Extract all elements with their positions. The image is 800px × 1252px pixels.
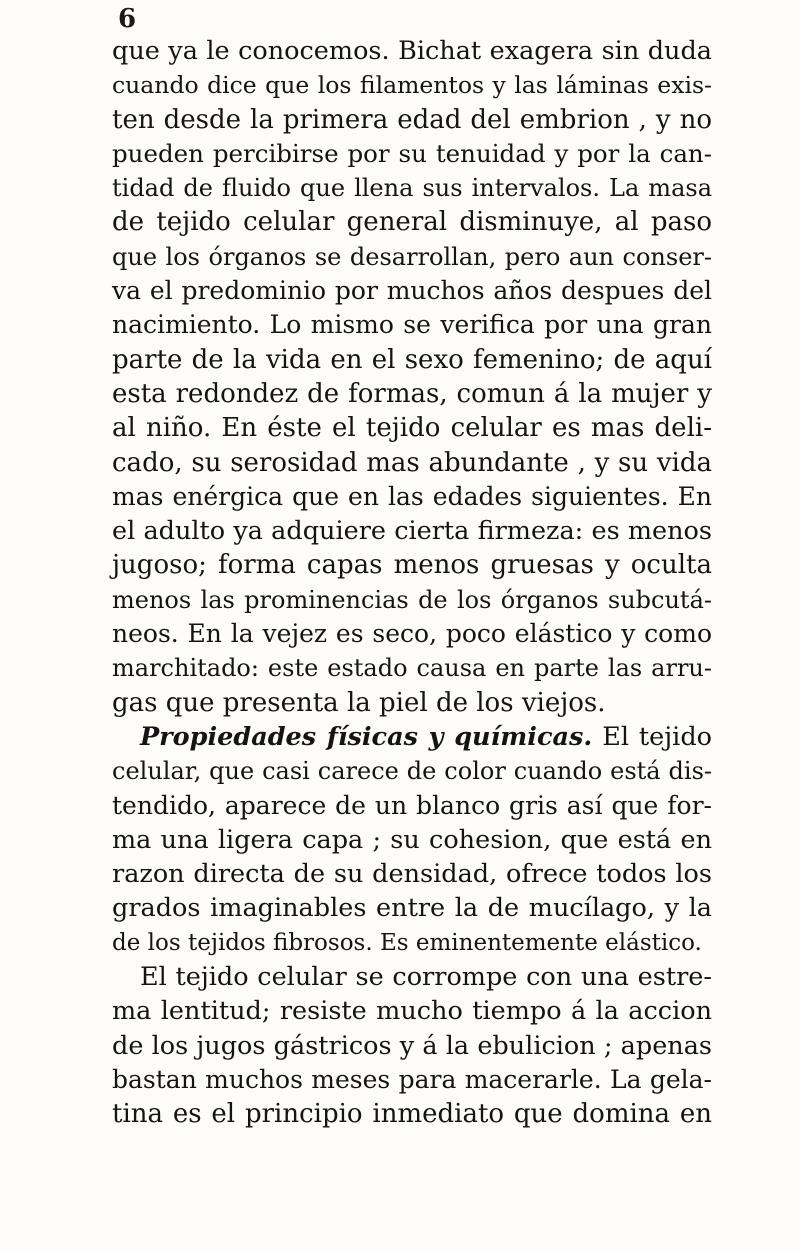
heading-continuation: El tejido xyxy=(592,721,713,752)
text-line: pueden percibirse por su tenuidad y por la can- xyxy=(112,138,712,168)
text-line: que ya le conocemos. Bichat exagera sin duda xyxy=(112,36,712,66)
text-line: ten desde la primera edad del embrion , y no xyxy=(112,104,712,135)
text-line: ma una ligera capa ; su cohesion, que está en xyxy=(112,824,712,855)
text-line: bastan muchos meses para macerarle. La gela- xyxy=(112,1064,712,1094)
text-line: gas que presenta la piel de los viejos. xyxy=(112,687,606,718)
text-line: parte de la vida en el sexo femenino; de aquí xyxy=(112,344,712,375)
text-line: cado, su serosidad mas abundante , y su vida xyxy=(112,447,712,478)
text-line: de los jugos gástricos y á la ebulicion ; apenas xyxy=(112,1030,712,1061)
text-line: mas enérgica que en las edades siguientes. En xyxy=(112,481,712,511)
text-line: esta redondez de formas, comun á la mujer y xyxy=(112,378,712,409)
text-line: de los tejidos fibrosos. Es eminentemente elástico. xyxy=(112,929,702,956)
text-line: cuando dice que los filamentos y las láminas exis- xyxy=(112,71,712,100)
text-line: grados imaginables entre la de mucílago, y la xyxy=(112,893,712,924)
text-line: tina es el principio inmediato que domina en xyxy=(112,1099,712,1130)
section-heading: Propiedades físicas y químicas. xyxy=(140,721,593,752)
text-line: marchitado: este estado causa en parte las arru- xyxy=(112,654,712,683)
body-text xyxy=(112,34,712,1132)
text-line: celular, que casi carece de color cuando está dis- xyxy=(112,757,712,786)
section-heading-line xyxy=(112,720,712,754)
text-line: nacimiento. Lo mismo se verifica por una gran xyxy=(112,310,712,340)
text-line: el adulto ya adquiere cierta firmeza: es menos xyxy=(112,516,712,547)
page-number: 6 xyxy=(118,4,137,34)
text-line: ma lentitud; resiste mucho tiempo á la accion xyxy=(112,996,712,1027)
text-line: tendido, aparece de un blanco gris así que for- xyxy=(112,790,712,820)
text-line: neos. En la vejez es seco, poco elástico y como xyxy=(112,619,712,649)
text-line: va el predominio por muchos años despues del xyxy=(112,276,712,306)
text-line: tidad de fluido que llena sus intervalos. La masa xyxy=(112,174,712,203)
text-line: que los órganos se desarrollan, pero aun conser- xyxy=(112,242,712,271)
text-line: jugoso; forma capas menos gruesas y oculta xyxy=(112,550,712,581)
text-line: de tejido celular general disminuye, al paso xyxy=(112,207,712,238)
text-line: El tejido celular se corrompe con una estre- xyxy=(140,962,712,993)
text-line: razon directa de su densidad, ofrece todos los xyxy=(112,859,712,890)
text-line: menos las prominencias de los órganos subcutá- xyxy=(112,585,712,614)
text-line: al niño. En éste el tejido celular es mas deli- xyxy=(112,413,712,444)
